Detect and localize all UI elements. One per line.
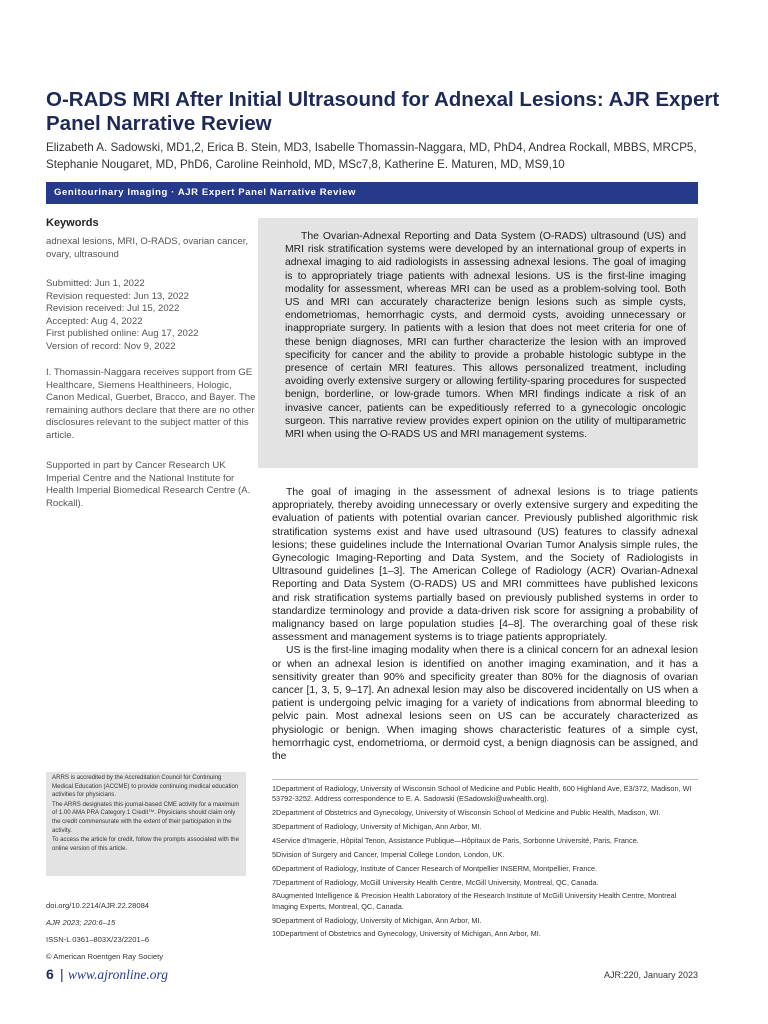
issue-info: AJR:220, January 2023 [603,970,698,980]
footnote-1: 1Department of Radiology, University of Wisconsin School of Medicine and Public Health, 600 Highland Ave, E3/372, Madison, WI 53792-3252. Address correspondence to E. A. Sadowski (ESadowski@uwhealth.org). [272,784,692,804]
cme-box [46,772,246,876]
date-first-published: First published online: Aug 17, 2022 [46,328,199,339]
body-paragraph-2: US is the first-line imaging modality when there is a clinical concern for an adnexal lesion or when an adnexal lesion is identified on another imaging examination, and it has a sensitivity greater than 90% and specificity greater than 80% for the diagnosis of ovarian cancer [1, 3, 5, 9–17]. An adnexal lesion may also be discovered incidentally on US when a patient is undergoing pelvic imaging for a variety of indications from abnormal bleeding to pelvic pain. Most adnexal lesions seen on US can be accurately characterized as physiologic or benign. When imaging shows characteristic features of a simple cyst, hemorrhagic cyst, endometrioma, or dermoid cyst, a benign diagnosis can be assigned, and the [272,645,698,763]
cme-accreditation: ARRS is accredited by the Accreditation Council for Continuing Medical Education (ACCME) to provide continuing medical education activities for physicians. [52,774,239,799]
page-number: 6 [46,966,54,982]
abstract-box: The Ovarian-Adnexal Reporting and Data System (O-RADS) ultrasound (US) and MRI risk stratification systems were developed by an international group of experts in adnexal imaging to aid radiologists in assessing adnexal lesions. The goal of imaging is to appropriately triage patients with adnexal lesions. US is the first-line imaging modality for assessment, whereas MRI can be used as a problem-solving tool. Both US and MRI can accurately characterize benign lesions such as simple cysts, endometriomas, hemorrhagic cysts, and dermoid cysts, avoiding unnecessary or inappropriate surgery. In patients with a lesion that does not meet criteria for one of these benign diagnoses, MRI can further characterize the lesion with an improved specificity for cancer and the ability to provide a probable histologic subtype in the presence of certain MRI features. This allows personalized treatment, including avoiding overly extensive surgery or allowing fertility-sparing procedures for suspected benign, borderline, or low-grade tumors. When MRI findings indicate a risk of an invasive cancer, patients can be expeditiously referred to a gynecologic oncologic surgeon. This narrative review provides expert opinion on the utility of multiparametric MRI when using the O-RADS US and MRI management systems. [258,218,698,468]
footnote-7: 7Department of Radiology, McGill University Health Centre, McGill University, Montreal, QC, Canada. [272,877,599,887]
section-banner: Genitourinary Imaging · AJR Expert Panel Narrative Review [46,182,698,204]
date-revision-received: Revision received: Jul 15, 2022 [46,303,180,314]
doi-link[interactable]: doi.org/10.2214/AJR.22.28084 [46,901,150,910]
footnote-5: 5Division of Surgery and Cancer, Imperial College London, London, UK. [272,849,505,859]
funding-statement: Supported in part by Cancer Research UK Imperial Centre and the National Institute for Health Imperial Biomedical Research Centre (A. Rockall). [46,460,251,509]
article-title: O-RADS MRI After Initial Ultrasound for Adnexal Lesions: AJR Expert Panel Narrative Review [46,88,720,135]
footnote-10: 10Department of Obstetrics and Gynecology, University of Michigan, Ann Arbor, MI. [272,929,541,939]
affiliation-footnotes [272,784,702,943]
footnote-2: 2Department of Obstetrics and Gynecology, University of Wisconsin School of Medicine and Public Health, Madison, WI. [272,808,661,818]
date-accepted: Accepted: Aug 4, 2022 [46,315,143,327]
copyright: © American Roentgen Ray Society [46,952,164,961]
cme-access: To access the article for credit, follow the prompts associated with the online version of this article. [52,836,239,852]
keywords-list: adnexal lesions, MRI, O-RADS, ovarian cancer, ovary, ultrasound [46,236,249,260]
date-version-of-record: Version of record: Nov 9, 2022 [46,340,176,352]
journal-url-link[interactable]: www.ajronline.org [68,967,169,982]
footnote-3: 3Department of Radiology, University of Michigan, Ann Arbor, MI. [272,821,482,831]
footnote-6: 6Department of Radiology, Institute of Cancer Research of Montpellier INSERM, Montpellier, France. [272,863,598,873]
footnote-divider [272,779,698,780]
footnote-4: 4Service d'Imagerie, Hôpital Tenon, Assistance Publique—Hôpitaux de Paris, Sorbonne Université, Paris, France. [272,835,639,845]
author-line-2: Stephanie Nougaret, MD, PhD6, Caroline Reinhold, MD, MSc7,8, Katherine E. Maturen, MD, MS9,10 [46,157,565,171]
body-text [272,486,698,763]
date-submitted: Submitted: Jun 1, 2022 [46,278,145,289]
citation: AJR 2023; 220:6–15 [46,918,116,927]
disclosure-statement: I. Thomassin-Naggara receives support from GE Healthcare, Siemens Healthineers, Hologic, Canon Medical, Guerbet, Bracco, and Bayer. The remaining authors declare that there are no other disclosures relevant to the subject matter of this article. [46,367,256,441]
body-paragraph-1: The goal of imaging in the assessment of adnexal lesions is to triage patients appropriately, thereby avoiding unnecessary or overly extensive surgery and expediting the evaluation of patients with potential ovarian cancer. Previously published algorithmic risk stratification systems exist and have used ultrasound (US) features to classify adnexal lesions; these guidelines include the International Ovarian Tumor Analysis simple rules, the Gynecologic Imaging-Reporting and Data System, and the Society of Radiologists in Ultrasound guidelines [1–3]. The American College of Radiology (ACR) Ovarian-Adnexal Reporting and Data System (O-RADS) US and MRI committees have published lexicons and risk stratification systems partially based on previously published systems in order to standardize terminology and provide a data-driven risk score for assigning a probability of malignancy based on large population studies [4–8]. The overarching goal of these risk assessment and management systems is to triage patients appropriately. [272,487,698,644]
keywords-heading: Keywords [46,217,99,229]
footer-separator: | [60,966,64,982]
author-line-1: Elizabeth A. Sadowski, MD1,2, Erica B. Stein, MD3, Isabelle Thomassin-Naggara, MD, PhD4, Andrea Rockall, MBBS, MRCP5, [46,141,697,154]
submission-dates [46,278,256,353]
issn: ISSN-L 0361–803X/23/2201–6 [46,935,150,944]
footnote-9: 9Department of Radiology, University of Michigan, Ann Arbor, MI. [272,915,482,925]
author-list [46,140,746,173]
date-revision-requested: Revision requested: Jun 13, 2022 [46,290,189,302]
cme-credit: The ARRS designates this journal-based CME activity for a maximum of 1.00 AMA PRA Category 1 Credit™. Physicians should claim only the credit commensurate with the extent of their participation in the activity. [52,800,240,834]
footnote-8: 8Augmented Intelligence & Precision Health Laboratory of the Research Institute of McGill University Health Centre, Montreal Imaging Experts, Montreal, QC, Canada. [272,891,677,911]
